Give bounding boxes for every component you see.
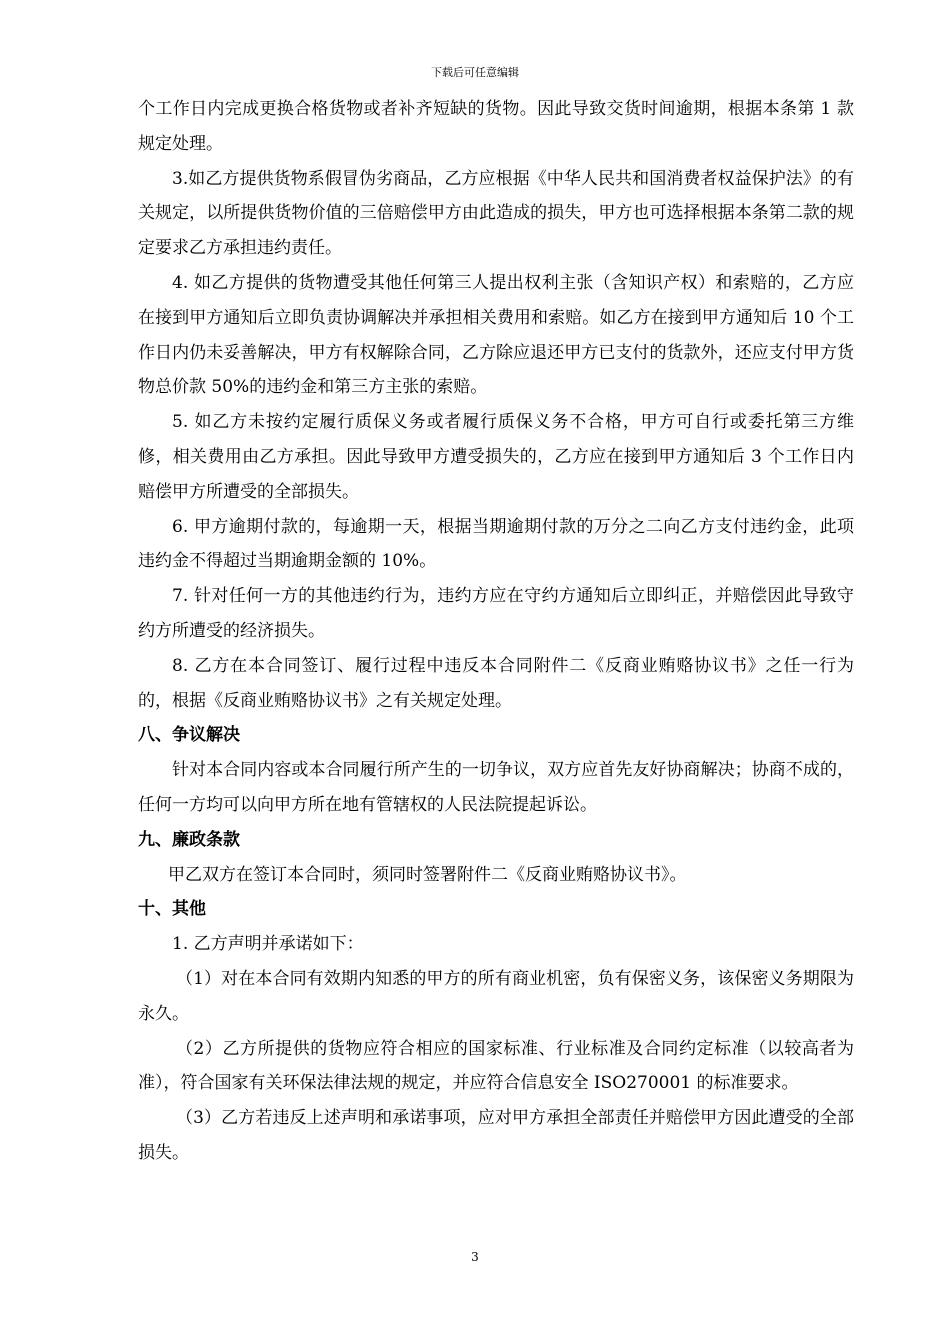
integrity-paragraph: 甲乙双方在签订本合同时，须同时签署附件二《反商业贿赂协议书》。 <box>168 864 687 885</box>
clause-item-5: 5. 如乙方未按约定履行质保义务或者履行质保义务不合格，甲方可自行或委托第三方维修，相关费用由乙方承担。因此导致甲方遭受损失的，乙方应在接到甲方通知后 3 个工作日内赔偿甲方所遭受的全部损失。 <box>138 412 854 502</box>
section-heading-other: 十、其他 <box>138 899 206 920</box>
clause-item-3: 3.如乙方提供货物系假冒伪劣商品，乙方应根据《中华人民共和国消费者权益保护法》的有关规定，以所提供货物价值的三倍赔偿甲方由此造成的损失，甲方也可选择根据本条第二款的规定要求乙方承担违约责任。 <box>138 168 854 259</box>
document-body <box>138 92 854 1171</box>
other-item-1: 1. 乙方声明并承诺如下： <box>172 934 364 955</box>
other-subitem-3: （3）乙方若违反上述声明和承诺事项，应对甲方承担全部责任并赔偿甲方因此遭受的全部损失。 <box>138 1108 854 1163</box>
other-subitem-1: （1）对在本合同有效期内知悉的甲方的所有商业机密，负有保密义务，该保密义务期限为永久。 <box>138 968 854 1024</box>
paragraph-continuation: 个工作日内完成更换合格货物或者补齐短缺的货物。因此导致交货时间逾期，根据本条第 1 款规定处理。 <box>138 99 854 154</box>
header-note: 下载后可任意编辑 <box>431 66 519 79</box>
clause-item-7: 7. 针对任何一方的其他违约行为，违约方应在守约方通知后立即纠正，并赔偿因此导致守约方所遭受的经济损失。 <box>138 586 854 641</box>
clause-item-6: 6. 甲方逾期付款的，每逾期一天，根据当期逾期付款的万分之二向乙方支付违约金，此项违约金不得超过当期逾期金额的 10%。 <box>138 516 854 572</box>
clause-item-8: 8. 乙方在本合同签订、履行过程中违反本合同附件二《反商业贿赂协议书》之任一行为的，根据《反商业贿赂协议书》之有关规定处理。 <box>138 655 854 711</box>
section-heading-dispute: 八、争议解决 <box>138 725 240 746</box>
section-heading-integrity: 九、廉政条款 <box>138 829 240 850</box>
other-subitem-2: （2）乙方所提供的货物应符合相应的国家标准、行业标准及合同约定标准（以较高者为准），符合国家有关环保法律法规的规定，并应符合信息安全 ISO270001 的标准要求。 <box>138 1038 854 1094</box>
clause-item-4: 4. 如乙方提供的货物遭受其他任何第三人提出权利主张（含知识产权）和索赔的，乙方应在接到甲方通知后立即负责协调解决并承担相关费用和索赔。如乙方在接到甲方通知后 10 个工作日内仍未妥善解决，甲方有权解除合同，乙方除应退还甲方已支付的货款外，还应支付甲方货物总价款 50%的违约金和第三方主张的索赔。 <box>138 272 854 398</box>
page-number: 3 <box>471 1250 479 1264</box>
dispute-paragraph: 针对本合同内容或本合同履行所产生的一切争议，双方应首先友好协商解决；协商不成的，任何一方均可以向甲方所在地有管辖权的人民法院提起诉讼。 <box>138 760 854 815</box>
